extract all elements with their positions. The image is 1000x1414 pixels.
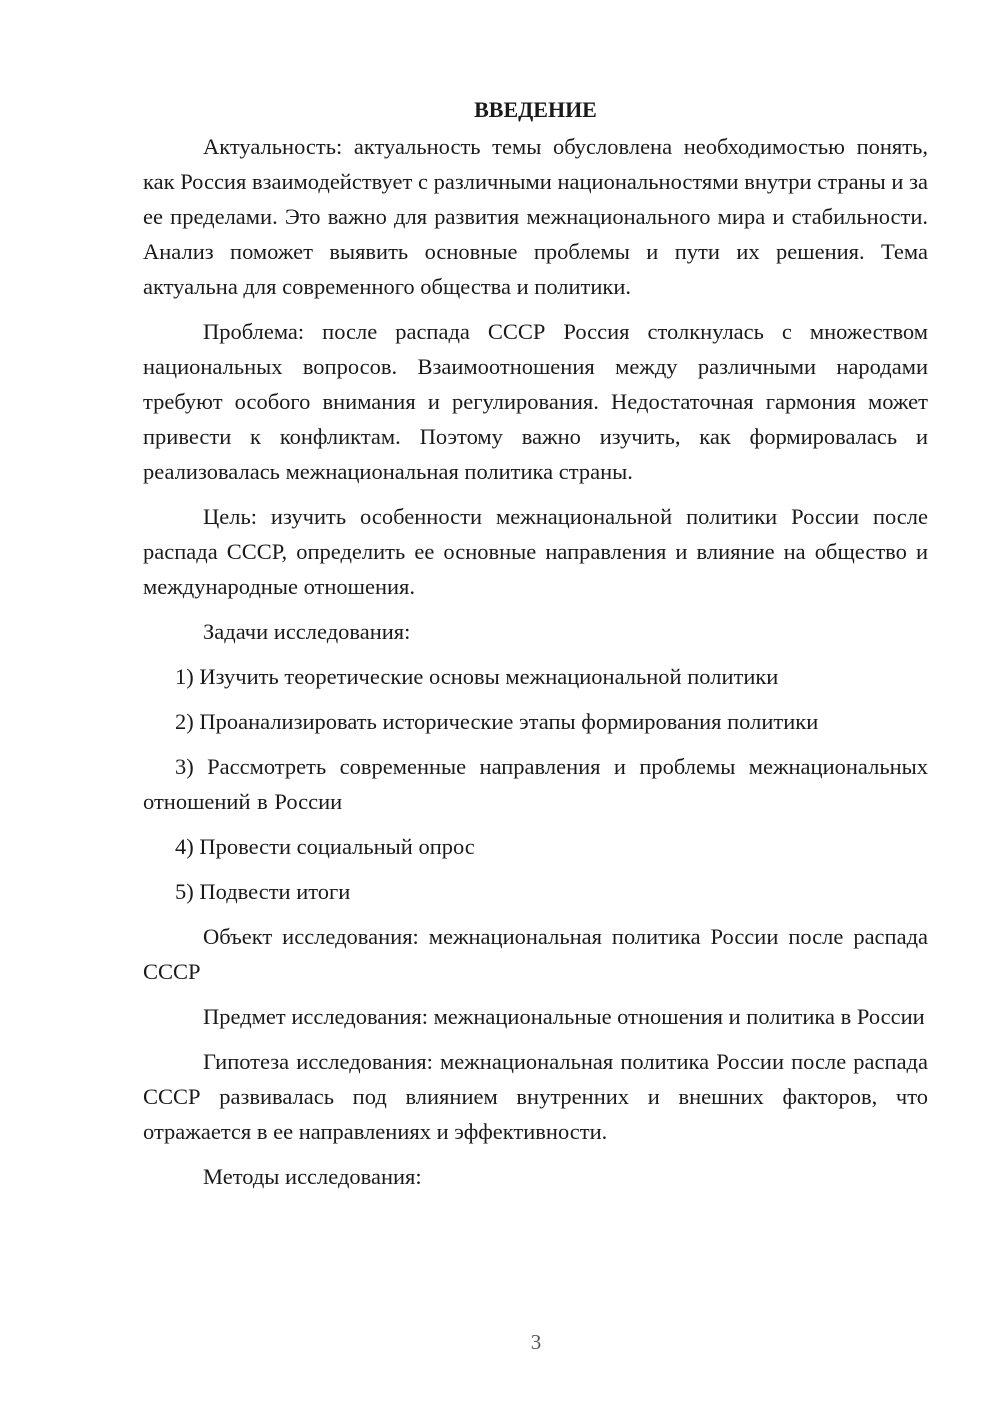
task-item-3: 3) Рассмотреть современные направления и проблемы межнациональных отношений в России (143, 754, 928, 814)
task-item-5: 5) Подвести итоги (175, 879, 351, 904)
section-title: ВВЕДЕНИЕ (474, 97, 597, 122)
hypothesis-paragraph: Гипотеза исследования: межнациональная политика России после распада СССР развивалась под влиянием внутренних и внешних факторов, что отражается в ее направлениях и эффективности. (143, 1049, 928, 1144)
task-item-1: 1) Изучить теоретические основы межнациональной политики (175, 664, 779, 689)
goal-paragraph: Цель: изучить особенности межнациональной политики России после распада СССР, определить ее основные направления и влияние на общество и международные отношения. (143, 504, 928, 599)
methods-heading: Методы исследования: (203, 1164, 422, 1189)
document-page (143, 92, 928, 1204)
relevance-paragraph: Актуальность: актуальность темы обусловлена необходимостью понять, как Россия взаимодействует с различными национальностями внутри страны и за ее пределами. Это важно для развития межнационального мира и стабильности. Анализ поможет выявить основные проблемы и пути их решения. Тема актуальна для современного общества и политики. (143, 134, 928, 299)
problem-paragraph: Проблема: после распада СССР Россия столкнулась с множеством национальных вопросов. Взаимоотношения между различными народами требуют особого внимания и регулирования. Недостаточная гармония может привести к конфликтам. Поэтому важно изучить, как формировалась и реализовалась межнациональная политика страны. (143, 319, 928, 484)
task-item-4: 4) Провести социальный опрос (175, 834, 475, 859)
task-item-2: 2) Проанализировать исторические этапы формирования политики (175, 709, 819, 734)
tasks-heading: Задачи исследования: (203, 619, 411, 644)
object-paragraph: Объект исследования: межнациональная политика России после распада СССР (143, 924, 928, 984)
page-number: 3 (530, 1330, 542, 1354)
subject-paragraph: Предмет исследования: межнациональные отношения и политика в России (203, 1004, 925, 1029)
